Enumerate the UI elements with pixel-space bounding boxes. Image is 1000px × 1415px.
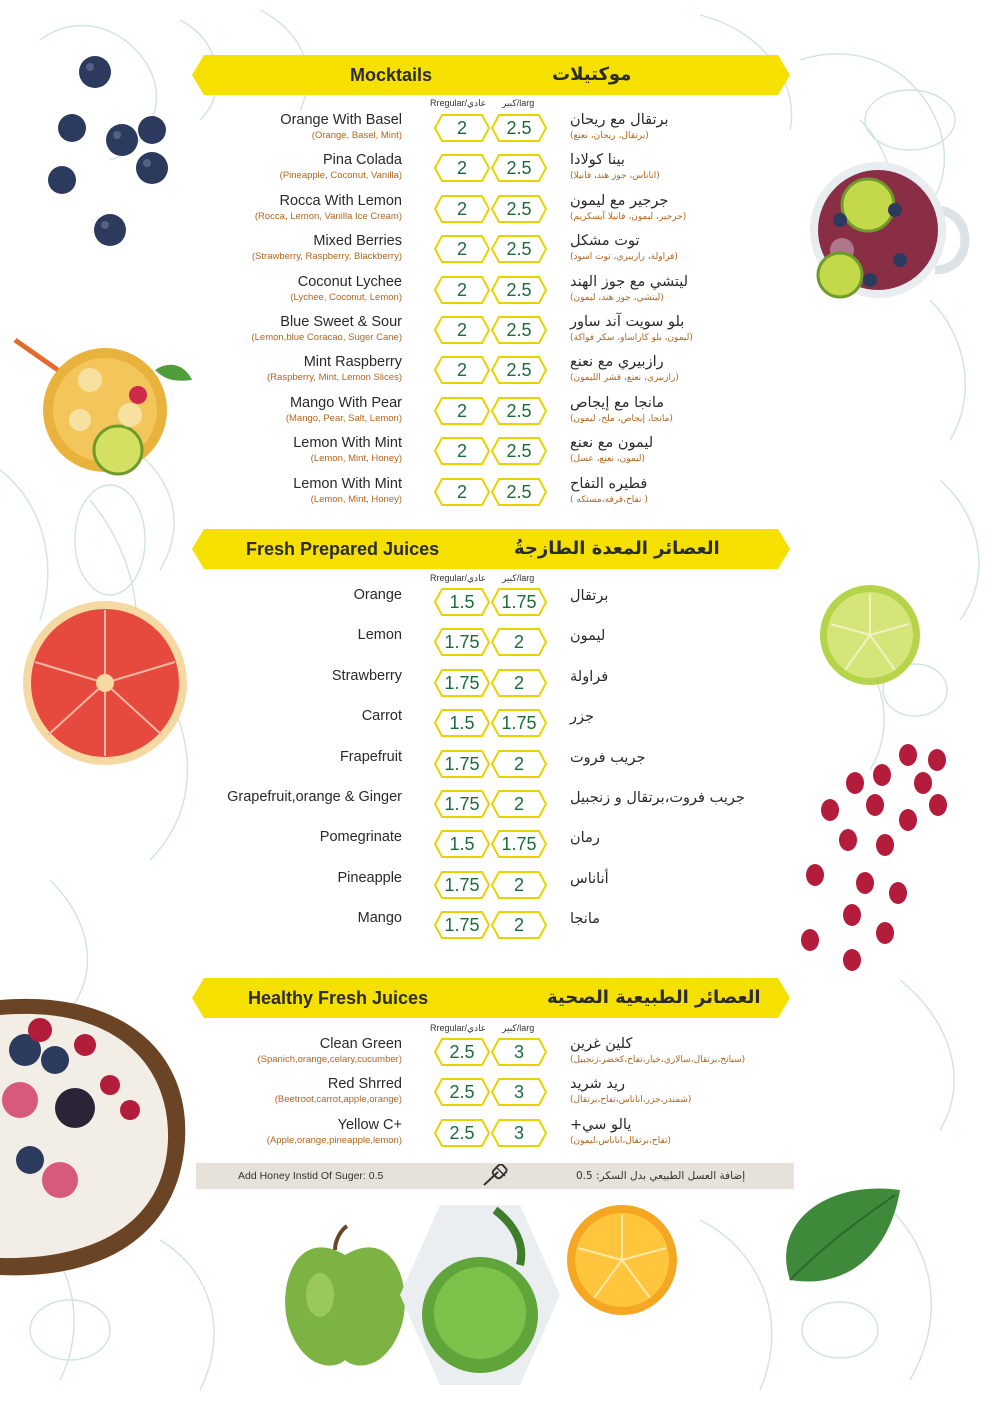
- regular-price-value: 1.5: [449, 592, 475, 612]
- regular-price: [434, 397, 490, 425]
- item-ingredients-ar: (ليمون، بلو كاراساو، سكر فواكة): [570, 333, 693, 343]
- regular-price-value: 2.5: [449, 1042, 475, 1062]
- item-name-ar: كلين غرين: [570, 1036, 633, 1052]
- regular-price: [434, 1119, 490, 1147]
- green-juice-illustration: [400, 1205, 560, 1385]
- regular-size-label: Rregular/عادي: [430, 98, 487, 108]
- large-price-value: 2: [513, 753, 524, 774]
- regular-price-value: 2: [456, 320, 467, 340]
- item-ingredients-ar: (برتقال، ريحان، نعنع): [570, 131, 649, 141]
- large-price: [491, 195, 547, 223]
- menu-item-row: [0, 867, 1000, 907]
- regular-price: [434, 276, 490, 304]
- large-price-value: 1.75: [501, 713, 537, 734]
- large-price-value: 2: [513, 632, 524, 653]
- item-ingredients-ar: (تفاح،برتقال،اناناس،ليمون): [570, 1135, 672, 1146]
- item-name-en: Pina Colada: [323, 152, 402, 169]
- large-price-value: 2.5: [506, 279, 532, 300]
- menu-item-row: [0, 1034, 1000, 1074]
- large-price-value: 1.75: [501, 592, 537, 612]
- item-ingredients-ar: (فراولة، رازبيري، توت اسود): [570, 252, 678, 263]
- apple-illustration: [275, 1220, 415, 1380]
- healthy-title-ar: العصائر الطبيعية الصحية: [547, 987, 761, 1008]
- item-name-en: Yellow C+: [337, 1116, 402, 1133]
- menu-item-row: [0, 584, 1000, 624]
- regular-price-value: 2: [456, 239, 467, 260]
- large-size-label: كبير/larg: [502, 573, 535, 583]
- banner-shape: [192, 55, 790, 95]
- regular-price-value: 1.75: [444, 794, 480, 814]
- large-price-value: 2: [513, 874, 524, 895]
- regular-price: [434, 871, 490, 899]
- large-price-value: 3: [513, 1042, 524, 1062]
- item-ingredients-en: (Beetroot,carrot,apple,orange): [274, 1094, 402, 1106]
- item-name-en: Mixed Berries: [313, 233, 402, 250]
- item-ingredients-ar: (ليتشي، جوز هند، ليمون): [570, 292, 664, 303]
- item-name-ar: رمان: [570, 830, 600, 847]
- item-ingredients-en: (Strawberry, Raspberry, Blackberry): [251, 251, 402, 263]
- menu-item-row: [0, 272, 1000, 312]
- large-price: [491, 478, 547, 506]
- menu-item-row: [0, 665, 1000, 705]
- regular-size-label: Rregular/عادي: [430, 573, 487, 583]
- item-name-en: Lemon With Mint: [293, 435, 402, 452]
- regular-price: [434, 750, 490, 778]
- regular-price-value: 2: [456, 360, 467, 381]
- regular-price-value: 2: [456, 441, 467, 462]
- item-name-en: Rocca With Lemon: [279, 192, 402, 209]
- item-name-en: Mango: [357, 910, 402, 927]
- regular-price: [434, 437, 490, 465]
- regular-price: [434, 195, 490, 223]
- item-name-en: Pineapple: [337, 869, 402, 886]
- large-price: [491, 1119, 547, 1147]
- item-name-ar: فراولة: [570, 668, 609, 685]
- large-price: [491, 628, 547, 656]
- regular-price: [434, 830, 490, 858]
- regular-price: [434, 114, 490, 142]
- item-name-ar: ريد شريد: [570, 1076, 626, 1093]
- large-price: [491, 911, 547, 939]
- item-ingredients-en: (Lemon,blue Coracao, Suger Cane): [251, 332, 402, 343]
- item-ingredients-en: (Rocca, Lemon, Vanilla Ice Cream): [254, 210, 402, 222]
- large-price: [491, 1038, 547, 1066]
- item-name-ar: يالو سي+: [570, 1116, 632, 1133]
- large-price: [491, 588, 547, 616]
- regular-price: [434, 669, 490, 697]
- item-name-ar: مانجا: [570, 911, 600, 928]
- regular-price: [434, 709, 490, 737]
- menu-item-row: [0, 746, 1000, 786]
- item-name-en: Pomegrinate: [319, 829, 402, 846]
- menu-item-row: [0, 393, 1000, 433]
- honey-dipper-icon: [480, 1164, 510, 1188]
- item-name-en: Blue Sweet & Sour: [280, 314, 402, 330]
- large-price: [491, 750, 547, 778]
- large-price: [491, 276, 547, 304]
- large-price-value: 2.5: [506, 360, 532, 381]
- item-ingredients-ar: (شمندر،جزر،اناناس،تفاح،برتقال): [570, 1095, 692, 1106]
- large-price-value: 2.5: [506, 118, 532, 138]
- regular-price: [434, 1038, 490, 1066]
- menu-item-row: [0, 786, 1000, 826]
- large-price: [491, 871, 547, 899]
- regular-price: [434, 911, 490, 939]
- regular-price-value: 1.75: [444, 672, 480, 693]
- regular-price-value: 1.75: [444, 915, 480, 936]
- honey-note-ar: إضافة العسل الطبيعي بدل السكر: 0.5: [576, 1170, 746, 1182]
- large-price-value: 2.5: [506, 158, 532, 179]
- large-price-value: 3: [513, 1082, 524, 1103]
- regular-price-value: 2.5: [449, 1122, 475, 1143]
- item-ingredients-en: (Apple,orange,pineapple,lemon): [266, 1134, 402, 1146]
- mocktails-title-en: Mocktails: [350, 65, 433, 85]
- mocktails-banner: [192, 55, 790, 95]
- menu-item-row: [0, 433, 1000, 473]
- item-name-en: Grapefruit,orange & Ginger: [227, 789, 402, 805]
- regular-price-value: 1.5: [449, 713, 475, 734]
- menu-item-row: [0, 474, 1000, 514]
- item-ingredients-ar: ( تفاح،قرفه،مستكه ): [570, 494, 648, 505]
- large-price: [491, 114, 547, 142]
- regular-price: [434, 235, 490, 263]
- large-price: [491, 709, 547, 737]
- item-ingredients-en: (Orange, Basel, Mint): [311, 130, 402, 141]
- honey-note-en: Add Honey Instid Of Suger: 0.5: [238, 1170, 384, 1182]
- healthy-banner: [192, 978, 790, 1018]
- regular-price: [434, 356, 490, 384]
- item-name-ar: جريب فروت،برتقال و زنجبيل: [570, 790, 745, 806]
- item-ingredients-en: (Lemon, Mint, Honey): [310, 493, 402, 505]
- item-ingredients-en: (Raspberry, Mint, Lemon Slices): [267, 372, 402, 384]
- item-name-ar: بلو سويت آند ساور: [570, 314, 685, 330]
- menu-item-row: [0, 352, 1000, 392]
- honey-note-bar: [196, 1163, 794, 1189]
- item-name-en: Mint Raspberry: [303, 354, 402, 371]
- regular-price-value: 1.5: [449, 834, 475, 855]
- item-name-ar: بينا كولادا: [570, 152, 625, 169]
- item-name-en: Frapefruit: [339, 748, 402, 765]
- large-price: [491, 1078, 547, 1106]
- item-name-ar: جزر: [570, 709, 594, 726]
- regular-price-value: 1.75: [444, 753, 480, 774]
- item-name-en: Lemon With Mint: [293, 475, 402, 492]
- mocktails-title-ar: موكتيلات: [552, 64, 632, 85]
- item-name-ar: مانجا مع إيجاص: [570, 394, 665, 411]
- regular-price: [434, 316, 490, 344]
- item-ingredients-ar: (رازبيري، نعنع، قشر الليمون): [570, 373, 679, 384]
- menu-item-row: [0, 150, 1000, 190]
- item-ingredients-en: (Pineapple, Coconut, Vanilla): [279, 170, 402, 182]
- item-ingredients-ar: (جرجير، ليمون، فانيلا آيسكريم): [570, 211, 687, 222]
- healthy-title-en: Healthy Fresh Juices: [248, 988, 429, 1008]
- item-name-en: Clean Green: [319, 1036, 402, 1052]
- regular-price: [434, 628, 490, 656]
- item-ingredients-ar: (ليمون، نعنع، عسل): [570, 454, 646, 465]
- fresh-title-ar: العصائر المعدة الطازجةُ: [514, 538, 720, 559]
- regular-price: [434, 478, 490, 506]
- item-ingredients-en: (Lychee, Coconut, Lemon): [290, 291, 402, 303]
- large-price: [491, 154, 547, 182]
- fresh-banner: [192, 529, 790, 569]
- regular-price-value: 1.75: [444, 632, 480, 653]
- item-name-ar: توت مشكل: [570, 233, 640, 250]
- regular-price-value: 2.5: [449, 1082, 475, 1103]
- large-price-value: 2.5: [506, 239, 532, 260]
- large-price: [491, 316, 547, 344]
- large-price-value: 3: [513, 1122, 524, 1143]
- large-price: [491, 397, 547, 425]
- regular-price-value: 1.75: [444, 874, 480, 895]
- item-name-en: Carrot: [361, 708, 402, 725]
- menu-item-row: [0, 826, 1000, 866]
- large-price-value: 2: [513, 794, 524, 814]
- item-name-en: Red Shrred: [327, 1076, 402, 1093]
- large-price-value: 1.75: [501, 834, 537, 855]
- regular-price-value: 2: [456, 118, 467, 138]
- regular-price-value: 2: [456, 481, 467, 502]
- item-name-ar: جرجير مع ليمون: [570, 192, 669, 209]
- item-name-en: Strawberry: [331, 667, 402, 684]
- item-name-ar: رازبيري مع نعنع: [570, 354, 664, 371]
- regular-price-value: 2: [456, 158, 467, 179]
- orange-slice-illustration: [562, 1200, 682, 1320]
- large-price-value: 2.5: [506, 198, 532, 219]
- item-name-ar: برتقال مع ريحان: [570, 112, 669, 128]
- large-price: [491, 830, 547, 858]
- item-name-ar: ليمون مع نعنع: [570, 435, 654, 452]
- large-price: [491, 356, 547, 384]
- regular-price-value: 2: [456, 198, 467, 219]
- menu-item-row: [0, 110, 1000, 150]
- item-ingredients-en: (Lemon, Mint, Honey): [310, 453, 402, 465]
- item-name-ar: ليمون: [570, 628, 606, 645]
- item-name-en: Orange With Basel: [280, 112, 402, 128]
- menu-item-row: [0, 907, 1000, 947]
- item-name-ar: أناناس: [570, 870, 609, 887]
- item-name-ar: ليتشي مع جوز الهند: [570, 273, 689, 290]
- green-leaves-illustration: [770, 1180, 910, 1300]
- regular-price: [434, 790, 490, 818]
- item-name-en: Coconut Lychee: [297, 273, 402, 290]
- menu-item-row: [0, 705, 1000, 745]
- large-price: [491, 669, 547, 697]
- regular-price: [434, 1078, 490, 1106]
- menu-item-row: [0, 312, 1000, 352]
- item-ingredients-ar: (اناناس، جوز هند، فانيلا): [570, 171, 660, 182]
- fresh-title-en: Fresh Prepared Juices: [246, 539, 440, 559]
- large-price-value: 2.5: [506, 400, 532, 421]
- item-name-en: Orange: [353, 587, 402, 603]
- large-price: [491, 790, 547, 818]
- regular-price: [434, 154, 490, 182]
- item-ingredients-en: (Mango, Pear, Salt, Lemon): [285, 412, 402, 424]
- regular-price-value: 2: [456, 400, 467, 421]
- regular-price: [434, 588, 490, 616]
- item-ingredients-ar: (سبانخ،برتقال،سالاري،خيار،تفاح،كخضر،زنجبيل): [570, 1055, 746, 1065]
- large-size-label: كبير/larg: [502, 1023, 535, 1033]
- large-price-value: 2.5: [506, 441, 532, 462]
- large-price: [491, 235, 547, 263]
- item-name-en: Lemon: [357, 627, 402, 644]
- regular-size-label: Rregular/عادي: [430, 1023, 487, 1033]
- menu-item-row: [0, 624, 1000, 664]
- large-price-value: 2.5: [506, 481, 532, 502]
- large-price-value: 2: [513, 915, 524, 936]
- item-name-en: Mango With Pear: [289, 394, 402, 411]
- menu-item-row: [0, 1074, 1000, 1114]
- regular-price-value: 2: [456, 279, 467, 300]
- item-name-ar: فطيره التفاح: [570, 475, 648, 492]
- item-name-ar: برتقال: [570, 588, 609, 604]
- large-price-value: 2: [513, 672, 524, 693]
- large-size-label: كبير/larg: [502, 98, 535, 108]
- menu-item-row: [0, 231, 1000, 271]
- large-price-value: 2.5: [506, 320, 532, 340]
- item-name-ar: جريب فروت: [570, 749, 646, 766]
- item-ingredients-ar: (مانجا، إيجاص، ملح، ليمون): [570, 413, 673, 424]
- menu-item-row: [0, 1115, 1000, 1155]
- menu-item-row: [0, 191, 1000, 231]
- item-ingredients-en: (Spanich,orange,celary,cucumber): [257, 1054, 402, 1065]
- large-price: [491, 437, 547, 465]
